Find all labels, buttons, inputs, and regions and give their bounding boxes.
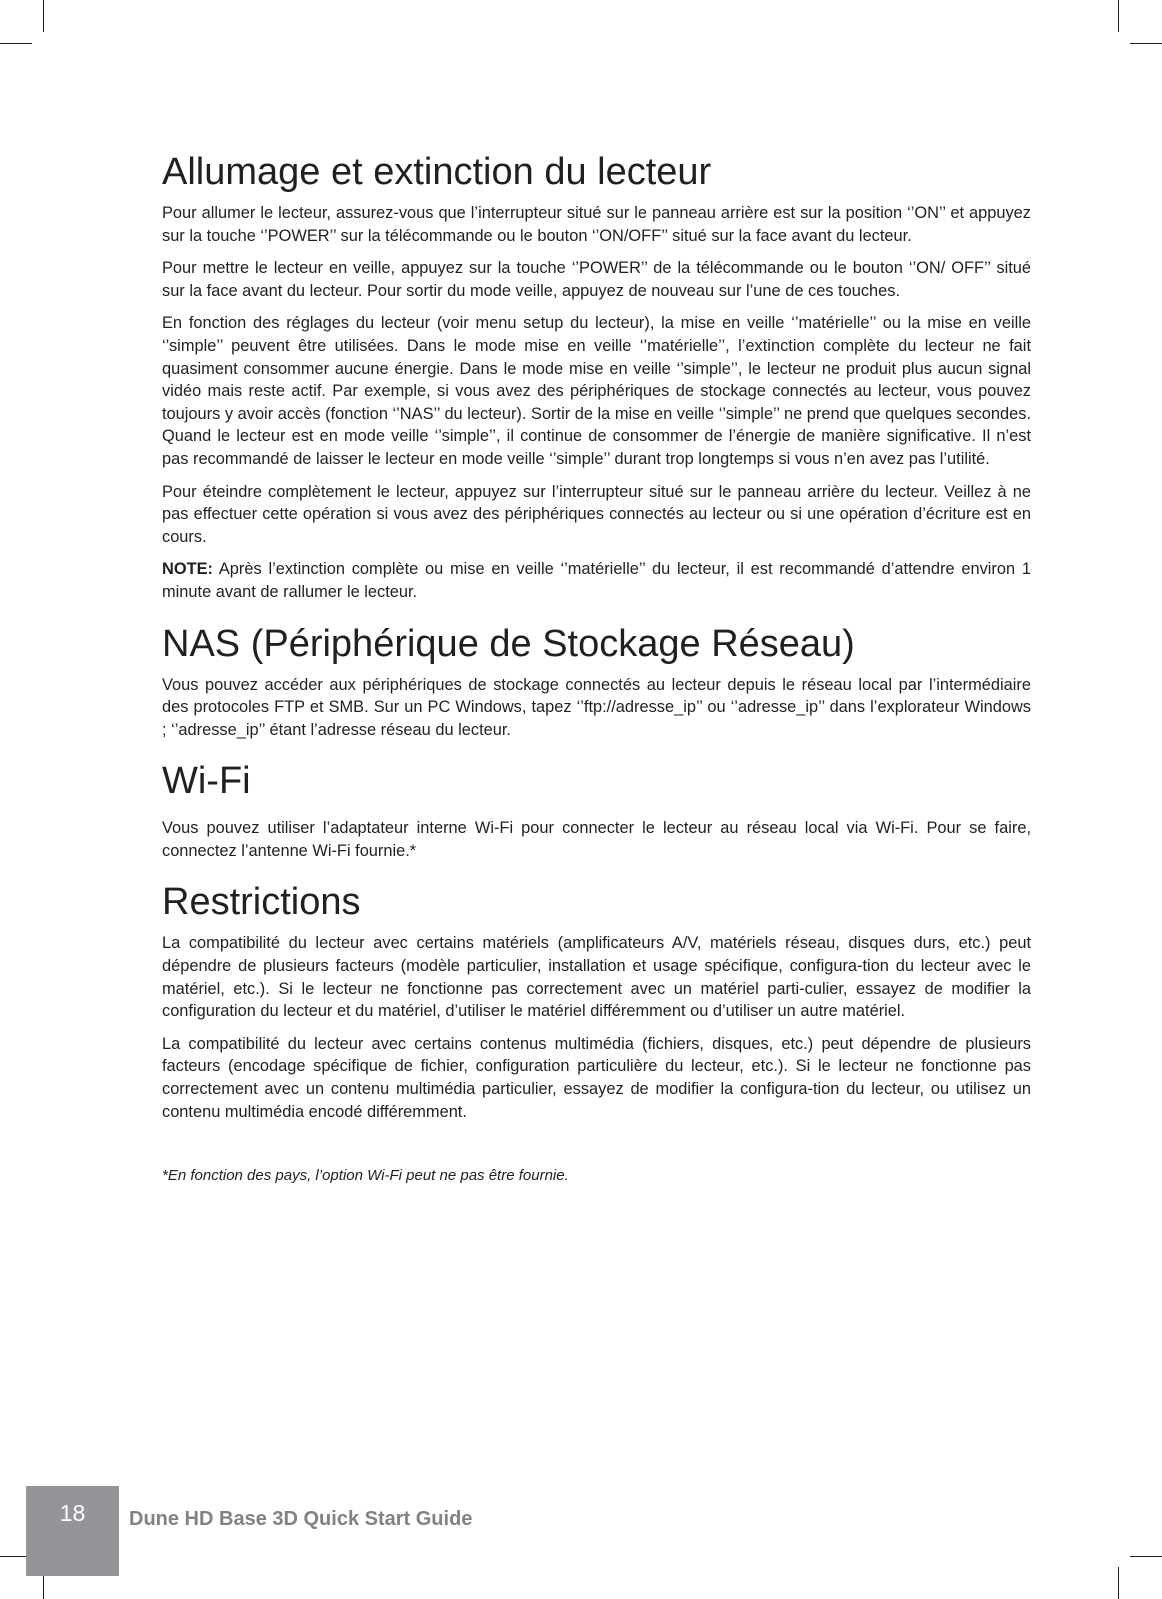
footnote: *En fonction des pays, l’option Wi-Fi peut ne pas être fournie. [162,1167,569,1185]
paragraph: La compatibilité du lecteur avec certains contenus multimédia (fichiers, disques, etc.) peut dépendre de plusieurs facteurs (encodage spécifique de fichier, configuration particulière du lecteur, etc.). Si le lecteur ne fonctionne pas correctement avec un contenu multimédia particulier, essayez de modifier la configura-tion du lecteur, ou utilisez un contenu multimédia encodé différemment. [162,1034,1031,1121]
section-heading: Allumage et extinction du lecteur [162,151,712,193]
section-nas [162,622,1031,742]
crop-mark [43,0,44,32]
footer-title: Dune HD Base 3D Quick Start Guide [129,1508,473,1530]
paragraph: En fonction des réglages du lecteur (voir menu setup du lecteur), la mise en veille ‘’matérielle’’ ou la mise en veille ‘’simple’’ peuvent être utilisées. Dans le mode mise en veille ‘’matérielle’’, l’extinction complète du lecteur ne fait quasiment consommer aucune énergie. Dans le mode mise en veille ‘’simple’’, le lecteur ne produit plus aucun signal vidéo mais reste actif. Par exemple, si vous avez des périphériques de stockage connectés au lecteur, vous pouvez toujours y avoir accès (fonction ‘’NAS’’ du lecteur). Sortir de la mise en veille ‘’simple’’ ne prend que quelques secondes. Quand le lecteur est en mode veille ‘’simple’’, il continue de consommer de l’énergie de manière significative. Il n’est pas recommandé de laisser le lecteur en mode veille ‘’simple’’ durant trop longtemps si vous n’en avez pas l’utilité. [162,314,1031,468]
page-number: 18 [59,1500,86,1526]
note-label: NOTE: [162,560,213,579]
crop-mark [0,43,32,44]
note-paragraph [162,558,1031,603]
paragraph: La compatibilité du lecteur avec certains matériels (amplificateurs A/V, matériels réseau, disques durs, etc.) peut dépendre de plusieurs facteurs (modèle particulier, installation et usage spécifique, configura-tion du lecteur avec le matériel, etc.). Si le lecteur ne fonctionne pas correctement avec un matériel parti-culier, essayez de modifier la configuration du lecteur et du matériel, d’utiliser le matériel différemment ou d’utiliser un autre matériel. [162,934,1031,1021]
paragraph: Vous pouvez utiliser l’adaptateur interne Wi-Fi pour connecter le lecteur au réseau local via Wi-Fi. Pour se faire, connectez l’antenne Wi-Fi fournie.* [162,819,1031,860]
crop-mark [1130,1556,1162,1557]
note-text: Après l’extinction complète ou mise en veille ‘’matérielle’’ du lecteur, il est recommandé d’attendre environ 1 minute avant de rallumer le lecteur. [162,560,1031,601]
section-restrictions [162,880,1031,1123]
page-content [162,150,1031,1198]
paragraph: Vous pouvez accéder aux périphériques de stockage connectés au lecteur depuis le réseau local par l’intermédiaire des protocoles FTP et SMB. Sur un PC Windows, tapez ‘’ftp://adresse_ip’’ ou ‘’adresse_ip’’ dans l’explorateur Windows ; ‘’adresse_ip’’ étant l’adresse réseau du lecteur. [162,675,1031,739]
crop-mark [1118,0,1119,32]
section-heading: Restrictions [162,881,361,924]
paragraph: Pour éteindre complètement le lecteur, appuyez sur l’interrupteur situé sur le panneau arrière du lecteur. Veillez à ne pas effectuer cette opération si vous avez des périphériques connectés au lecteur ou si une opération d’écriture est en cours. [162,482,1031,546]
section-heading: NAS (Périphérique de Stockage Réseau) [162,622,855,665]
crop-mark [1118,1567,1119,1599]
paragraph: Pour allumer le lecteur, assurez-vous que l’interrupteur situé sur le panneau arrière est sur la position ‘’ON’’ et appuyez sur la touche ‘’POWER’’ sur la télécommande ou le bouton ‘’ON/OFF’’ situé sur la face avant du lecteur. [162,204,1031,245]
section-wifi [162,759,1031,862]
paragraph: Pour mettre le lecteur en veille, appuyez sur la touche ‘’POWER’’ de la télécommande ou le bouton ‘’ON/ OFF’’ situé sur la face avant du lecteur. Pour sortir du mode veille, appuyez de nouveau sur l’une de ces touches. [162,259,1031,300]
section-power [162,150,1031,604]
section-heading: Wi-Fi [162,760,251,803]
page-number-box [26,1486,119,1576]
crop-mark [1130,43,1162,44]
